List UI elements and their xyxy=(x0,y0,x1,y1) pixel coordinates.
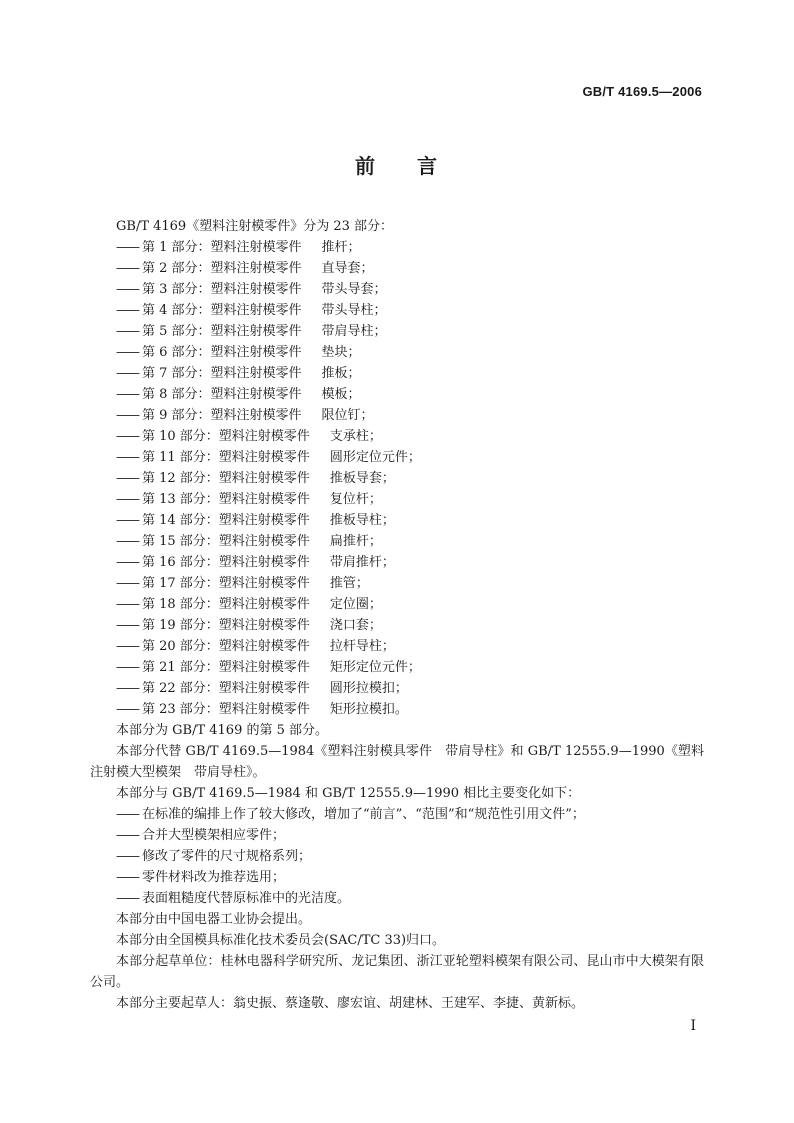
dash-marker: —— xyxy=(116,555,138,570)
part-item xyxy=(90,363,704,384)
dash-marker: —— xyxy=(116,576,138,591)
dash-marker: —— xyxy=(116,303,138,318)
part-item xyxy=(90,489,704,510)
change-text: 合并大型模架相应零件； xyxy=(142,828,286,843)
part-item xyxy=(90,699,704,720)
part-prefix: 第 7 部分：塑料注射模零件 xyxy=(142,366,302,381)
dash-marker: —— xyxy=(116,702,138,717)
dash-marker: —— xyxy=(116,870,138,885)
dash-marker: —— xyxy=(116,408,138,423)
changes-intro-paragraph: 本部分与 GB/T 4169.5—1984 和 GB/T 12555.9—1990 相比主要变化如下： xyxy=(116,786,581,801)
part-name: 模板； xyxy=(321,387,361,402)
part-name: 推板导柱； xyxy=(329,513,395,528)
part-prefix: 第 13 部分：塑料注射模零件 xyxy=(142,492,310,507)
part-item xyxy=(90,342,704,363)
dash-marker: —— xyxy=(116,828,138,843)
intro-paragraph: GB/T 4169《塑料注射模零件》分为 23 部分： xyxy=(116,219,394,234)
part-name: 带肩推杆； xyxy=(329,555,395,570)
change-text: 修改了零件的尺寸规格系列； xyxy=(142,849,312,864)
part-item xyxy=(90,615,704,636)
part-name: 直导套； xyxy=(321,261,374,276)
part-name: 推管； xyxy=(329,576,369,591)
part-item xyxy=(90,594,704,615)
dash-marker: —— xyxy=(116,849,138,864)
part-prefix: 第 5 部分：塑料注射模零件 xyxy=(142,324,302,339)
change-item xyxy=(90,846,704,867)
page-number: I xyxy=(690,1018,696,1034)
drafters-paragraph: 本部分主要起草人：翁史振、蔡逢敬、廖宏谊、胡建林、王建军、李捷、黄新标。 xyxy=(116,996,585,1011)
part-item xyxy=(90,258,704,279)
part-prefix: 第 2 部分：塑料注射模零件 xyxy=(142,261,302,276)
parts-list xyxy=(90,237,704,720)
part-prefix: 第 9 部分：塑料注射模零件 xyxy=(142,408,302,423)
dash-marker: —— xyxy=(116,639,138,654)
part-name: 推板； xyxy=(321,366,361,381)
change-text: 在标准的编排上作了较大修改，增加了“前言”、“范围”和“规范性引用文件”； xyxy=(142,807,585,822)
change-text: 表面粗糙度代替原标准中的光洁度。 xyxy=(142,891,351,906)
part-item xyxy=(90,531,704,552)
part-name: 推板导套； xyxy=(329,471,395,486)
part-prefix: 第 11 部分：塑料注射模零件 xyxy=(142,450,310,465)
changes-list xyxy=(90,804,704,909)
change-item xyxy=(90,888,704,909)
part-prefix: 第 22 部分：塑料注射模零件 xyxy=(142,681,310,696)
part-item xyxy=(90,321,704,342)
part-prefix: 第 23 部分：塑料注射模零件 xyxy=(142,702,310,717)
part-item xyxy=(90,657,704,678)
part-prefix: 第 6 部分：塑料注射模零件 xyxy=(142,345,302,360)
standard-code: GB/T 4169.5—2006 xyxy=(582,84,702,99)
part-name: 圆形拉模扣； xyxy=(329,681,408,696)
part-name: 带肩导柱； xyxy=(321,324,387,339)
part-prefix: 第 19 部分：塑料注射模零件 xyxy=(142,618,310,633)
part-item xyxy=(90,300,704,321)
part-name: 扁推杆； xyxy=(329,534,382,549)
title-char-1: 前 xyxy=(355,154,377,178)
part-item xyxy=(90,678,704,699)
dash-marker: —— xyxy=(116,345,138,360)
part-item xyxy=(90,237,704,258)
part-prefix: 第 18 部分：塑料注射模零件 xyxy=(142,597,310,612)
foreword-body xyxy=(90,216,704,1014)
part-name: 支承柱； xyxy=(329,429,382,444)
dash-marker: —— xyxy=(116,282,138,297)
part-name: 复位杆； xyxy=(329,492,382,507)
part-item xyxy=(90,447,704,468)
page-title xyxy=(0,150,794,179)
part-name: 带头导柱； xyxy=(321,303,387,318)
part-name: 拉杆导柱； xyxy=(329,639,395,654)
part-item xyxy=(90,552,704,573)
dash-marker: —— xyxy=(116,387,138,402)
dash-marker: —— xyxy=(116,450,138,465)
part-prefix: 第 10 部分：塑料注射模零件 xyxy=(142,429,310,444)
part-name: 定位圈； xyxy=(329,597,382,612)
change-item xyxy=(90,804,704,825)
part-prefix: 第 17 部分：塑料注射模零件 xyxy=(142,576,310,591)
part-prefix: 第 16 部分：塑料注射模零件 xyxy=(142,555,310,570)
dash-marker: —— xyxy=(116,366,138,381)
part-of-paragraph: 本部分为 GB/T 4169 的第 5 部分。 xyxy=(116,723,329,738)
part-name: 推杆； xyxy=(321,240,361,255)
part-item xyxy=(90,636,704,657)
part-name: 圆形定位元件； xyxy=(329,450,421,465)
drafting-units-paragraph: 本部分起草单位：桂林电器科学研究所、龙记集团、浙江亚轮塑料模架有限公司、昆山市中大模架有限公司。 xyxy=(90,954,704,990)
part-item xyxy=(90,279,704,300)
part-name: 矩形拉模扣。 xyxy=(329,702,408,717)
part-prefix: 第 8 部分：塑料注射模零件 xyxy=(142,387,302,402)
part-name: 垫块； xyxy=(321,345,361,360)
part-prefix: 第 1 部分：塑料注射模零件 xyxy=(142,240,302,255)
change-item xyxy=(90,825,704,846)
part-item xyxy=(90,573,704,594)
dash-marker: —— xyxy=(116,807,138,822)
dash-marker: —— xyxy=(116,261,138,276)
dash-marker: —— xyxy=(116,429,138,444)
part-prefix: 第 14 部分：塑料注射模零件 xyxy=(142,513,310,528)
dash-marker: —— xyxy=(116,324,138,339)
part-prefix: 第 12 部分：塑料注射模零件 xyxy=(142,471,310,486)
part-item xyxy=(90,426,704,447)
dash-marker: —— xyxy=(116,240,138,255)
title-char-2: 言 xyxy=(417,154,439,178)
replaces-paragraph: 本部分代替 GB/T 4169.5—1984《塑料注射模具零件 带肩导柱》和 GB/T 12555.9—1990《塑料注射模大型模架 带肩导柱》。 xyxy=(90,744,704,780)
part-item xyxy=(90,405,704,426)
part-item xyxy=(90,468,704,489)
part-name: 浇口套； xyxy=(329,618,382,633)
part-prefix: 第 20 部分：塑料注射模零件 xyxy=(142,639,310,654)
dash-marker: —— xyxy=(116,891,138,906)
dash-marker: —— xyxy=(116,660,138,675)
dash-marker: —— xyxy=(116,492,138,507)
dash-marker: —— xyxy=(116,534,138,549)
part-name: 带头导套； xyxy=(321,282,387,297)
dash-marker: —— xyxy=(116,681,138,696)
part-name: 矩形定位元件； xyxy=(329,660,421,675)
dash-marker: —— xyxy=(116,471,138,486)
part-name: 限位钉； xyxy=(321,408,374,423)
part-item xyxy=(90,510,704,531)
part-prefix: 第 4 部分：塑料注射模零件 xyxy=(142,303,302,318)
part-prefix: 第 21 部分：塑料注射模零件 xyxy=(142,660,310,675)
dash-marker: —— xyxy=(116,618,138,633)
change-text: 零件材料改为推荐选用； xyxy=(142,870,286,885)
change-item xyxy=(90,867,704,888)
managed-by-paragraph: 本部分由全国模具标准化技术委员会(SAC/TC 33)归口。 xyxy=(116,933,446,948)
proposed-by-paragraph: 本部分由中国电器工业协会提出。 xyxy=(116,912,312,927)
dash-marker: —— xyxy=(116,513,138,528)
part-item xyxy=(90,384,704,405)
part-prefix: 第 15 部分：塑料注射模零件 xyxy=(142,534,310,549)
part-prefix: 第 3 部分：塑料注射模零件 xyxy=(142,282,302,297)
dash-marker: —— xyxy=(116,597,138,612)
